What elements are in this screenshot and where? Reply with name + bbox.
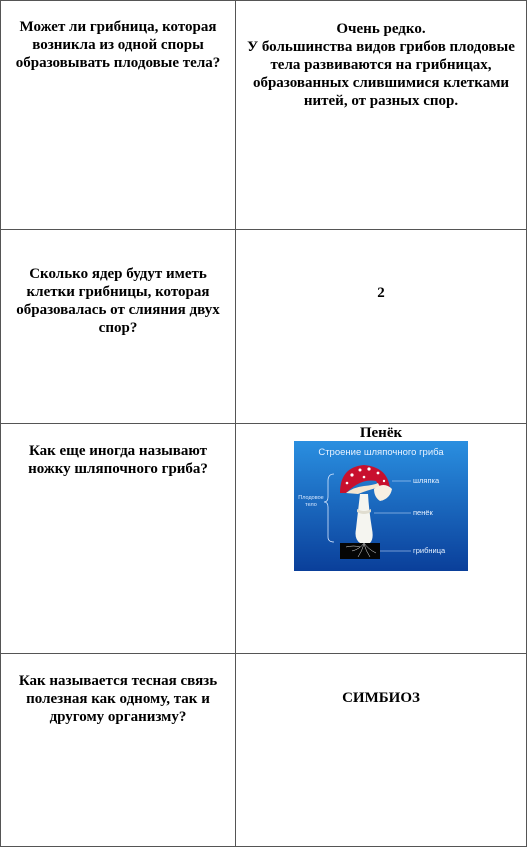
answer-3-line: Пенёк bbox=[359, 425, 403, 441]
question-2-line: Сколько ядер будут иметь bbox=[29, 266, 207, 282]
answer-cell-2 bbox=[238, 284, 524, 302]
answer-1-line: Очень редко. bbox=[336, 21, 426, 37]
question-4-line: Как называется тесная связь bbox=[18, 673, 218, 689]
answer-cell-4 bbox=[238, 689, 524, 707]
question-cell-2 bbox=[4, 265, 232, 337]
answer-cell-3 bbox=[238, 424, 524, 442]
column-divider bbox=[235, 0, 236, 847]
cap-label: шляпка bbox=[413, 476, 440, 485]
table-border-left bbox=[0, 0, 1, 847]
question-3-line: ножку шляпочного гриба? bbox=[28, 461, 208, 477]
mycelium-label: грибница bbox=[413, 546, 446, 555]
question-1-line: Может ли грибница, которая bbox=[19, 19, 217, 35]
table-border-top bbox=[0, 0, 527, 1]
row-divider-1 bbox=[0, 229, 527, 230]
stem-label: пенёк bbox=[413, 508, 433, 517]
question-1-line: возникла из одной споры bbox=[32, 37, 204, 53]
soil-block bbox=[340, 543, 380, 559]
answer-cell-1 bbox=[238, 20, 524, 110]
answer-2-line: 2 bbox=[377, 285, 385, 301]
question-4-line: полезная как одному, так и bbox=[26, 691, 210, 707]
question-3-line: Как еще иногда называют bbox=[28, 443, 208, 459]
fruit-body-label-line: тело bbox=[305, 502, 317, 508]
row-divider-3 bbox=[0, 653, 527, 654]
answer-1-line: У большинства видов грибов плодовые bbox=[247, 39, 515, 55]
question-1-line: образовывать плодовые тела? bbox=[15, 55, 221, 71]
answer-4-line: СИМБИОЗ bbox=[342, 690, 420, 706]
answer-1-line: нитей, от разных спор. bbox=[303, 93, 459, 109]
fruit-body-label-line: Плодовое bbox=[298, 495, 324, 501]
mushroom-structure-figure bbox=[294, 441, 468, 571]
question-4-line: другому организму? bbox=[49, 709, 187, 725]
question-2-line: клетки грибницы, которая bbox=[26, 284, 210, 300]
question-cell-4 bbox=[4, 672, 232, 726]
question-cell-1 bbox=[4, 18, 232, 72]
question-2-line: образовалась от слияния двух bbox=[16, 302, 220, 318]
question-cell-3 bbox=[4, 442, 232, 478]
figure-title: Строение шляпочного гриба bbox=[318, 447, 444, 458]
answer-1-line: образованных слившимися клетками bbox=[252, 75, 510, 91]
answer-1-line: тела развиваются на грибницах, bbox=[270, 57, 492, 73]
question-2-line: спор? bbox=[98, 320, 138, 336]
